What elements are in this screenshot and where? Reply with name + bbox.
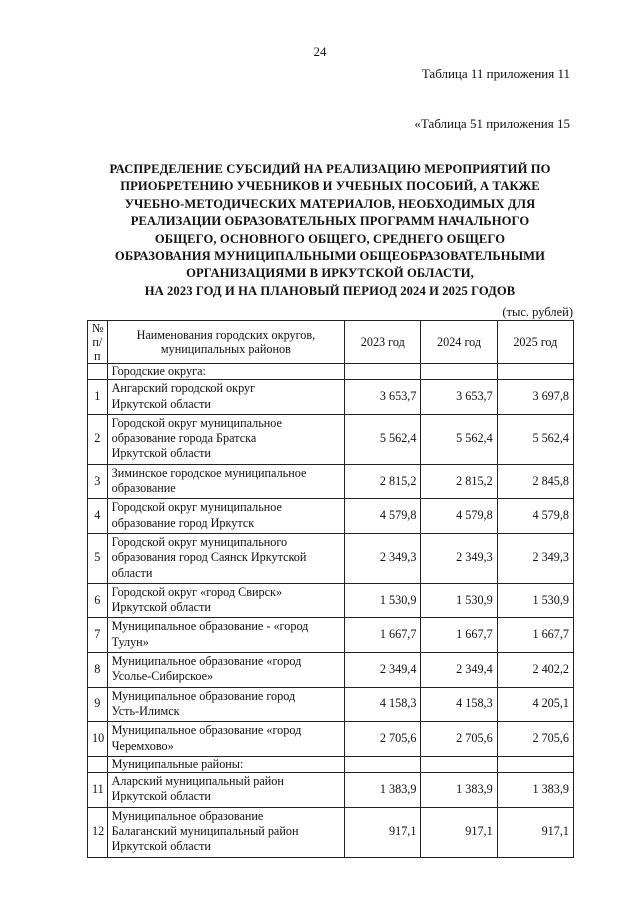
page-number: 24 — [313, 44, 327, 59]
value-2025: 3 697,8 — [497, 380, 573, 415]
row-number: 9 — [88, 687, 108, 722]
value-2024: 4 579,8 — [421, 499, 497, 534]
value-2025: 1 530,9 — [497, 583, 573, 618]
value-2023: 1 530,9 — [345, 583, 421, 618]
header-number — [88, 321, 108, 364]
value-2025: 2 402,2 — [497, 653, 573, 688]
empty-cell — [421, 756, 497, 772]
title-line: УЧЕБНО-МЕТОДИЧЕСКИХ МАТЕРИАЛОВ, НЕОБХОДИМЫХ ДЛЯ — [124, 196, 536, 211]
value-2025: 4 579,8 — [497, 499, 573, 534]
table-row — [88, 499, 574, 534]
row-name-line: Аларский муниципальный район — [111, 774, 284, 789]
value-2024: 4 158,3 — [421, 687, 497, 722]
row-name-line: Черемхово» — [111, 738, 174, 753]
table-row — [88, 773, 574, 808]
row-name-line: образования город Саянск Иркутской — [111, 550, 307, 565]
row-name-line: образование города Братска — [111, 431, 257, 446]
row-number: 3 — [88, 464, 108, 499]
group-header-row — [88, 756, 574, 772]
empty-cell — [497, 756, 573, 772]
value-2024: 917,1 — [421, 807, 497, 857]
value-2024: 2 705,6 — [421, 722, 497, 757]
title-line: НА 2023 ГОД И НА ПЛАНОВЫЙ ПЕРИОД 2024 И 2025 ГОДОВ — [144, 283, 516, 298]
group-number-cell — [88, 364, 108, 380]
table-row — [88, 687, 574, 722]
header-2024: 2024 год — [421, 321, 497, 364]
value-2025: 2 845,8 — [497, 464, 573, 499]
row-number: 8 — [88, 653, 108, 688]
empty-cell — [345, 364, 421, 380]
subsidy-table — [87, 320, 574, 858]
value-2023: 2 349,3 — [345, 533, 421, 583]
title-line: РАСПРЕДЕЛЕНИЕ СУБСИДИЙ НА РЕАЛИЗАЦИЮ МЕРОПРИЯТИЙ ПО — [109, 162, 551, 176]
value-2024: 1 530,9 — [421, 583, 497, 618]
value-2025: 917,1 — [497, 807, 573, 857]
table-header-row — [88, 321, 574, 364]
table-row — [88, 618, 574, 653]
row-name-line: Муниципальное образование «город — [111, 654, 302, 669]
row-name-line: Иркутской области — [111, 600, 211, 615]
row-name — [107, 380, 345, 415]
header-number-line: № — [92, 321, 104, 335]
table-row — [88, 464, 574, 499]
header-name — [107, 321, 345, 364]
table-row — [88, 807, 574, 857]
title-line: ОРГАНИЗАЦИЯМИ В ИРКУТСКОЙ ОБЛАСТИ, — [186, 266, 474, 281]
document-title — [60, 161, 600, 300]
value-2024: 2 349,4 — [421, 653, 497, 688]
value-2023: 2 349,4 — [345, 653, 421, 688]
row-name-line: Балаганский муниципальный район — [111, 824, 299, 839]
row-name-line: Иркутской области — [111, 839, 211, 854]
value-2023: 917,1 — [345, 807, 421, 857]
row-number: 12 — [88, 807, 108, 857]
row-name-line: Ангарский городской округ — [111, 381, 256, 396]
value-2023: 1 383,9 — [345, 773, 421, 808]
row-name — [107, 687, 345, 722]
title-line: ПРИОБРЕТЕНИЮ УЧЕБНИКОВ И УЧЕБНЫХ ПОСОБИЙ, А ТАКЖЕ — [120, 179, 540, 194]
row-name-line: Городской округ муниципального — [111, 534, 288, 549]
table-reference-appendix-15: «Таблица 51 приложения 15 — [414, 116, 570, 131]
group-label: Муниципальные районы: — [107, 756, 345, 772]
row-name — [107, 414, 345, 464]
row-number: 10 — [88, 722, 108, 757]
row-name-line: Зиминское городское муниципальное — [111, 465, 307, 480]
row-name-line: Городской округ муниципальное — [111, 500, 282, 515]
row-number: 2 — [88, 414, 108, 464]
value-2025: 2 705,6 — [497, 722, 573, 757]
value-2024: 5 562,4 — [421, 414, 497, 464]
title-line: ОБРАЗОВАНИЯ МУНИЦИПАЛЬНЫМИ ОБЩЕОБРАЗОВАТЕЛЬНЫМИ — [114, 249, 546, 264]
row-number: 5 — [88, 533, 108, 583]
units-label: (тыс. рублей) — [502, 305, 573, 319]
value-2023: 4 158,3 — [345, 687, 421, 722]
value-2025: 4 205,1 — [497, 687, 573, 722]
row-name-line: Городской округ муниципальное — [111, 415, 282, 430]
table-row — [88, 722, 574, 757]
value-2024: 2 349,3 — [421, 533, 497, 583]
row-name-line: Городской округ «город Свирск» — [111, 584, 283, 599]
header-number-line: п/п — [92, 335, 103, 363]
row-number: 7 — [88, 618, 108, 653]
row-number: 11 — [88, 773, 108, 808]
header-name-line: Наименования городских округов, — [136, 328, 316, 342]
table-row — [88, 533, 574, 583]
value-2023: 2 705,6 — [345, 722, 421, 757]
row-name-line: Усолье-Сибирское» — [111, 669, 214, 684]
group-number-cell — [88, 756, 108, 772]
row-name-line: Иркутской области — [111, 446, 211, 461]
empty-cell — [497, 364, 573, 380]
row-number: 1 — [88, 380, 108, 415]
row-name — [107, 499, 345, 534]
value-2023: 3 653,7 — [345, 380, 421, 415]
row-name — [107, 722, 345, 757]
row-number: 6 — [88, 583, 108, 618]
row-name-line: Муниципальное образование «город — [111, 723, 302, 738]
table-row — [88, 653, 574, 688]
title-line: ОБЩЕГО, ОСНОВНОГО ОБЩЕГО, СРЕДНЕГО ОБЩЕГО — [154, 231, 506, 246]
value-2023: 4 579,8 — [345, 499, 421, 534]
value-2023: 1 667,7 — [345, 618, 421, 653]
row-name — [107, 583, 345, 618]
value-2024: 1 667,7 — [421, 618, 497, 653]
row-name — [107, 464, 345, 499]
row-name — [107, 807, 345, 857]
group-header-row — [88, 364, 574, 380]
row-name-line: Тулун» — [111, 634, 149, 649]
header-2023: 2023 год — [345, 321, 421, 364]
row-name — [107, 618, 345, 653]
table-body — [88, 364, 574, 858]
row-name-line: Муниципальное образование - «город — [111, 619, 309, 634]
empty-cell — [345, 756, 421, 772]
table-row — [88, 414, 574, 464]
value-2025: 5 562,4 — [497, 414, 573, 464]
value-2025: 1 383,9 — [497, 773, 573, 808]
row-name — [107, 533, 345, 583]
row-name — [107, 773, 345, 808]
title-line: РЕАЛИЗАЦИИ ОБРАЗОВАТЕЛЬНЫХ ПРОГРАММ НАЧАЛЬНОГО — [130, 214, 530, 229]
value-2024: 2 815,2 — [421, 464, 497, 499]
value-2025: 2 349,3 — [497, 533, 573, 583]
row-name — [107, 653, 345, 688]
value-2024: 3 653,7 — [421, 380, 497, 415]
table-row — [88, 380, 574, 415]
value-2023: 2 815,2 — [345, 464, 421, 499]
group-label: Городские округа: — [107, 364, 345, 380]
header-name-line: муниципальных районов — [160, 342, 291, 356]
row-name-line: образование — [111, 481, 176, 496]
row-name-line: Муниципальное образование — [111, 808, 264, 823]
table-reference-appendix-11: Таблица 11 приложения 11 — [421, 66, 570, 81]
value-2023: 5 562,4 — [345, 414, 421, 464]
header-2025: 2025 год — [497, 321, 573, 364]
row-number: 4 — [88, 499, 108, 534]
row-name-line: области — [111, 565, 153, 580]
row-name-line: Муниципальное образование город — [111, 688, 296, 703]
row-name-line: Иркутской области — [111, 396, 211, 411]
row-name-line: Иркутской области — [111, 789, 211, 804]
row-name-line: образование город Иркутск — [111, 515, 255, 530]
empty-cell — [421, 364, 497, 380]
value-2025: 1 667,7 — [497, 618, 573, 653]
row-name-line: Усть-Илимск — [111, 703, 180, 718]
table-row — [88, 583, 574, 618]
value-2024: 1 383,9 — [421, 773, 497, 808]
